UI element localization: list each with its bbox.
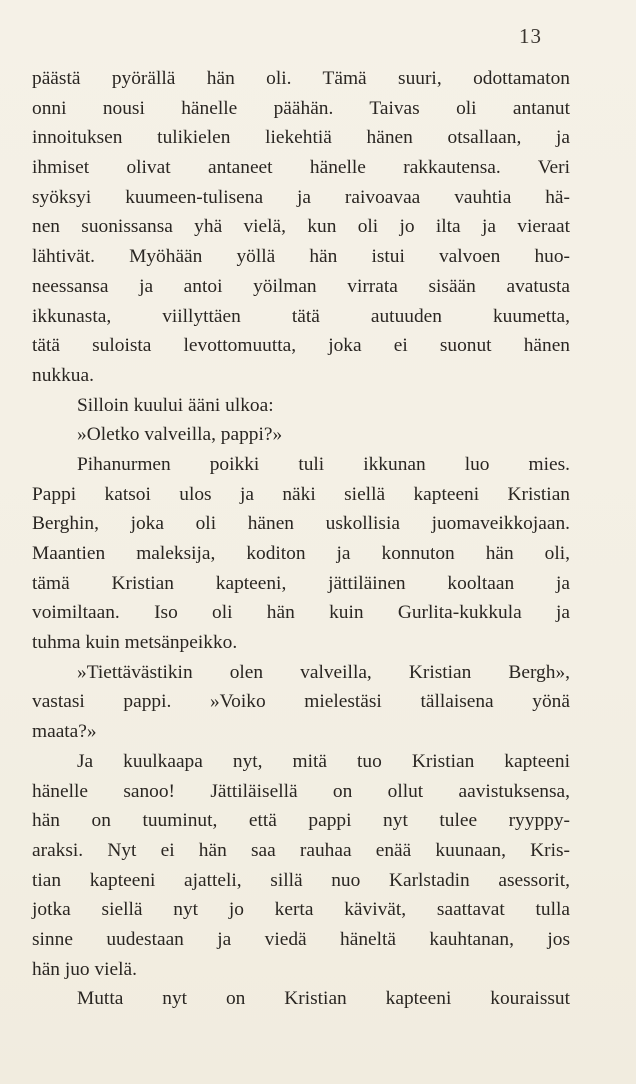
text-line: syöksyi kuumeen-tulisena ja raivoavaa vauhtia hä- (32, 186, 570, 208)
page-number: 13 (519, 24, 542, 48)
text-line: vastasi pappi. »Voiko mielestäsi tällaisena yönä (32, 691, 570, 713)
text-line: jotka siellä nyt jo kerta kävivät, saattavat tulla (32, 899, 570, 921)
text-line: tian kapteeni ajatteli, sillä nuo Karlstadin asessorit, (32, 869, 570, 891)
text-line: Berghin, joka oli hänen uskollisia juomaveikkojaan. (32, 513, 570, 535)
text-line: Mutta nyt on Kristian kapteeni kouraissut (77, 988, 570, 1010)
text-line: nukkua. (32, 364, 94, 386)
text-line: maata?» (32, 721, 97, 743)
text-line: tätä suloista levottomuutta, joka ei suonut hänen (32, 335, 570, 357)
text-line: innoituksen tulikielen liekehtiä hänen otsallaan, ja (32, 127, 570, 149)
text-line: ihmiset olivat antaneet hänelle rakkautensa. Veri (32, 157, 570, 179)
body-text (32, 64, 570, 1014)
text-line: »Tiettävästikin olen valveilla, Kristian Bergh», (77, 661, 570, 683)
text-line: tuhma kuin metsänpeikko. (32, 632, 238, 654)
text-line: lähtivät. Myöhään yöllä hän istui valvoen huo- (32, 246, 570, 268)
text-line: päästä pyörällä hän oli. Tämä suuri, odottamaton (32, 68, 570, 89)
text-line: Ja kuulkaapa nyt, mitä tuo Kristian kapteeni (77, 750, 570, 772)
text-line: tämä Kristian kapteeni, jättiläinen kooltaan ja (32, 572, 570, 594)
text-line: neessansa ja antoi yöilman virrata sisään avatusta (32, 275, 570, 297)
text-line: hän juo vielä. (32, 958, 138, 980)
text-line: Silloin kuului ääni ulkoa: (77, 394, 274, 416)
text-line: »Oletko valveilla, pappi?» (77, 424, 283, 446)
text-line: sinne uudestaan ja viedä häneltä kauhtanan, jos (32, 928, 570, 950)
text-line: onni nousi hänelle päähän. Taivas oli antanut (32, 97, 570, 119)
text-line: Maantien maleksija, koditon ja konnuton hän oli, (32, 543, 570, 564)
text-line: nen suonissansa yhä vielä, kun oli jo ilta ja vieraat (32, 216, 570, 238)
text-line: hän on tuuminut, että pappi nyt tulee ryyppy- (32, 810, 570, 832)
text-line: voimiltaan. Iso oli hän kuin Gurlita-kukkula ja (32, 602, 570, 624)
text-line: ikkunasta, viillyttäen tätä autuuden kuumetta, (32, 305, 570, 327)
text-line: hänelle sanoo! Jättiläisellä on ollut aavistuksensa, (32, 780, 570, 802)
text-line: Pappi katsoi ulos ja näki siellä kapteeni Kristian (32, 483, 570, 505)
text-line: Pihanurmen poikki tuli ikkunan luo mies. (77, 453, 570, 475)
text-line: araksi. Nyt ei hän saa rauhaa enää kuunaan, Kris- (32, 839, 570, 861)
